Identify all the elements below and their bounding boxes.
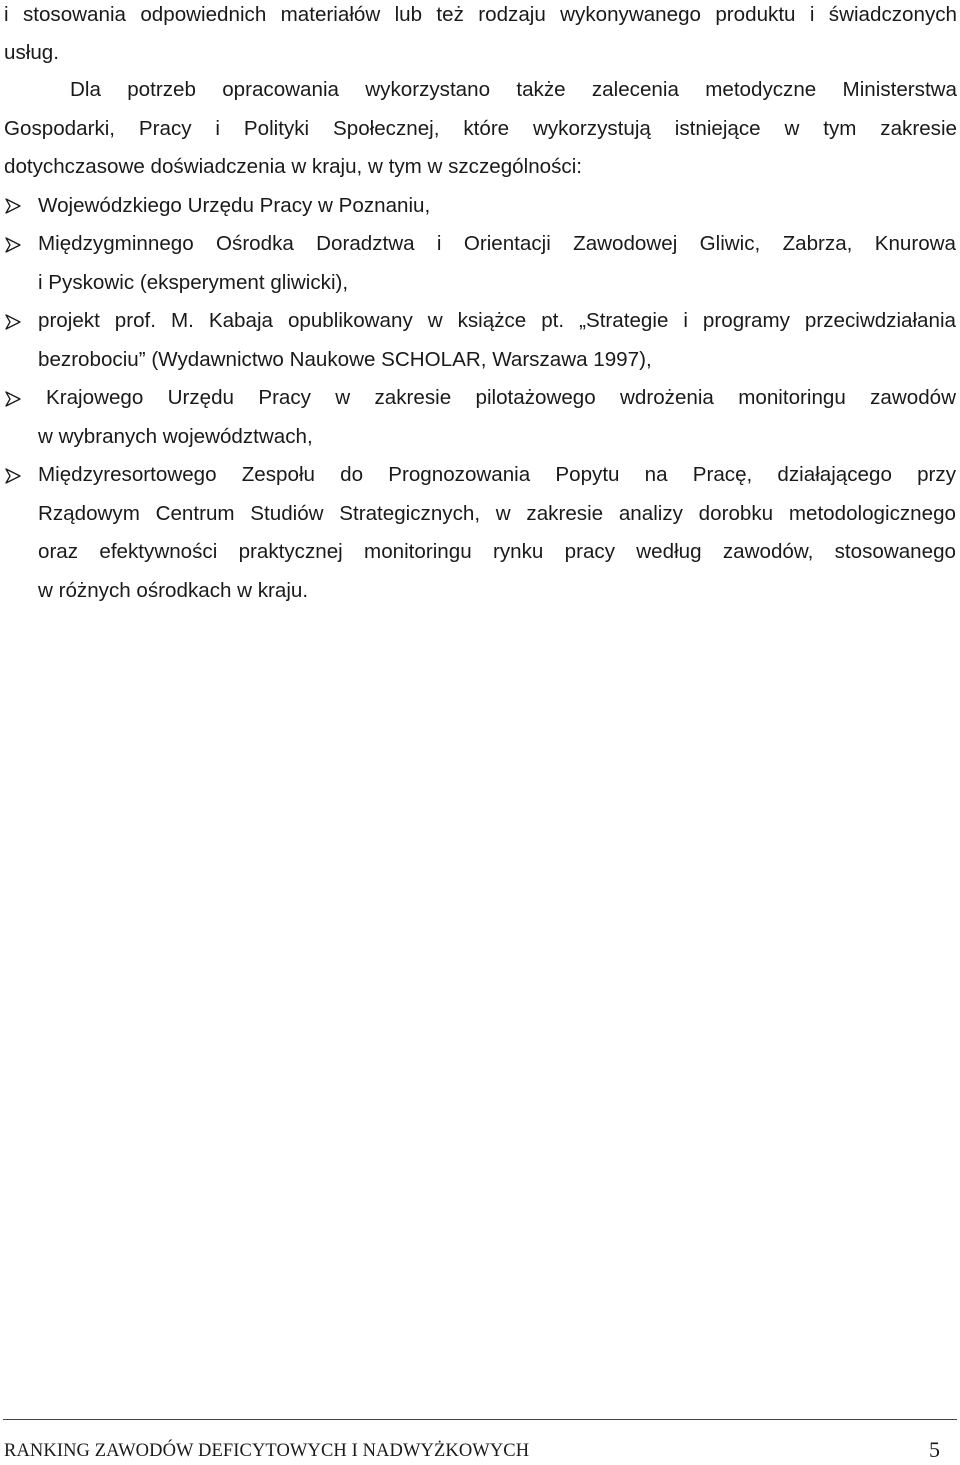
paragraph1-line1: i stosowania odpowiednich materiałów lub też rodzaju wykonywanego produktu i świadczonych xyxy=(4,3,957,26)
paragraph2-line1: Dla potrzeb opracowania wykorzystano także zalecenia metodyczne Ministerstwa xyxy=(70,78,957,101)
page-number: 5 xyxy=(929,1437,940,1462)
bullet5-line4: w różnych ośrodkach w kraju. xyxy=(38,579,309,602)
footer-divider xyxy=(3,1419,957,1420)
bullet4-line1: Krajowego Urzędu Pracy w zakresie pilotażowego wdrożenia monitoringu zawodów xyxy=(46,386,956,409)
bullet5-line2: Rządowym Centrum Studiów Strategicznych, w zakresie analizy dorobku metodologicznego xyxy=(38,502,956,525)
arrowhead-bullet-icon xyxy=(4,467,22,485)
arrowhead-bullet-icon xyxy=(4,236,22,254)
bullet5-line1: Międzyresortowego Zespołu do Prognozowania Popytu na Pracę, działającego przy xyxy=(38,463,956,486)
paragraph1-line2: usług. xyxy=(4,41,59,64)
paragraph2-line3: dotychczasowe doświadczenia w kraju, w tym w szczególności: xyxy=(4,155,583,178)
bullet2-line2: i Pyskowic (eksperyment gliwicki), xyxy=(38,271,349,294)
paragraph2-line2: Gospodarki, Pracy i Polityki Społecznej, które wykorzystują istniejące w tym zakresie xyxy=(4,117,957,140)
arrowhead-bullet-icon xyxy=(4,390,22,408)
bullet2-line1: Międzygminnego Ośrodka Doradztwa i Orientacji Zawodowej Gliwic, Zabrza, Knurowa xyxy=(38,232,956,255)
bullet1-line1: Wojewódzkiego Urzędu Pracy w Poznaniu, xyxy=(38,194,431,217)
bullet3-line1: projekt prof. M. Kabaja opublikowany w książce pt. „Strategie i programy przeciwdziałania xyxy=(38,309,956,332)
footer-title: RANKING ZAWODÓW DEFICYTOWYCH I NADWYŻKOWYCH xyxy=(4,1441,530,1461)
arrowhead-bullet-icon xyxy=(4,313,22,331)
bullet3-line2: bezrobociu” (Wydawnictwo Naukowe SCHOLAR, Warszawa 1997), xyxy=(38,348,652,371)
arrowhead-bullet-icon xyxy=(4,197,22,215)
bullet5-line3: oraz efektywności praktycznej monitoringu rynku pracy według zawodów, stosowanego xyxy=(38,540,956,563)
bullet4-line2: w wybranych województwach, xyxy=(38,425,313,448)
